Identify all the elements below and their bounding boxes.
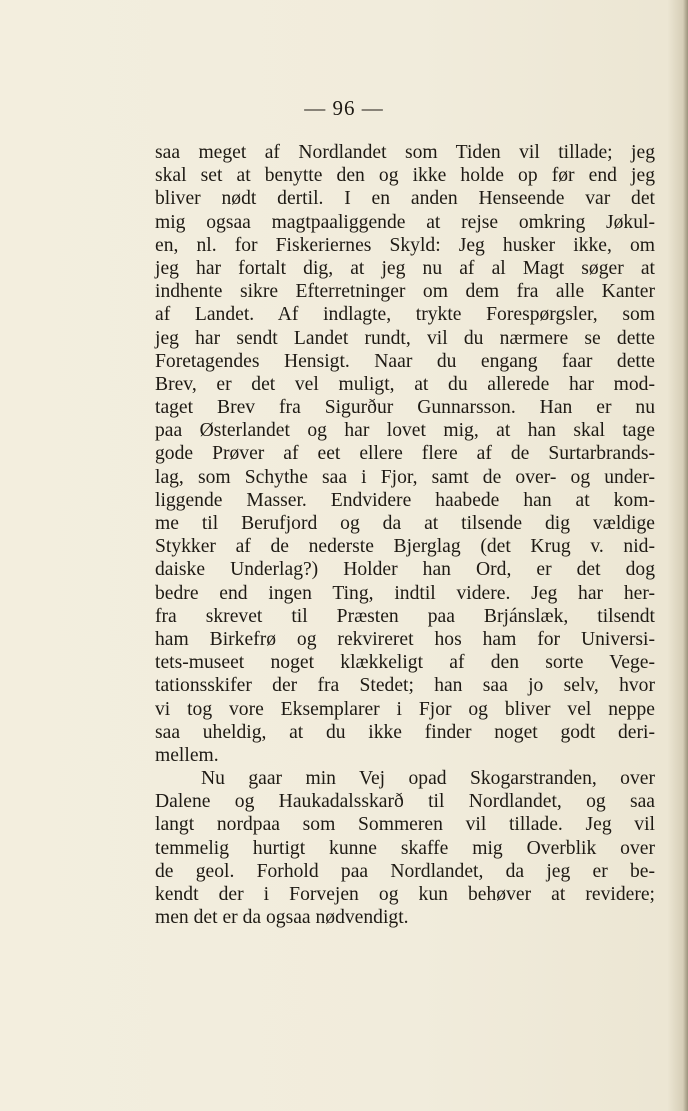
paragraph xyxy=(155,767,655,929)
body-text xyxy=(155,141,655,929)
text-line: bliver nødt dertil. I en anden Henseende var det xyxy=(155,188,655,210)
text-line: ham Birkefrø og rekvireret hos ham for Universi- xyxy=(155,628,655,650)
text-line: saa meget af Nordlandet som Tiden vil tillade; jeg xyxy=(155,142,655,163)
text-line: saa uheldig, at du ikke finder noget godt deri- xyxy=(155,721,655,743)
text-line: gode Prøver af eet ellere flere af de Surtarbrands- xyxy=(155,443,655,465)
text-line: indhente sikre Efterretninger om dem fra alle Kanter xyxy=(155,281,655,303)
text-line: Brev, er det vel muligt, at du allerede har mod- xyxy=(155,373,655,395)
text-line: bedre end ingen Ting, indtil videre. Jeg har her- xyxy=(155,582,655,604)
paragraph xyxy=(155,141,655,767)
text-line: lag, som Schythe saa i Fjor, samt de over- og under- xyxy=(155,466,655,488)
text-line: skal set at benytte den og ikke holde op før end jeg xyxy=(155,165,655,187)
text-line: jeg har fortalt dig, at jeg nu af al Magt søger at xyxy=(155,257,655,279)
text-line: jeg har sendt Landet rundt, vil du nærmere se dette xyxy=(155,327,655,349)
text-line: liggende Masser. Endvidere haabede han at kom- xyxy=(155,489,655,511)
text-line: Nu gaar min Vej opad Skogarstranden, over xyxy=(201,768,655,790)
text-line: temmelig hurtigt kunne skaffe mig Overblik over xyxy=(155,837,655,859)
text-line: langt nordpaa som Sommeren vil tillade. Jeg vil xyxy=(155,814,655,836)
text-line: en, nl. for Fiskeriernes Skyld: Jeg husker ikke, om xyxy=(155,234,655,256)
text-line: vi tog vore Eksemplarer i Fjor og bliver vel neppe xyxy=(155,698,655,720)
page-edge-shadow xyxy=(683,0,688,1111)
text-line: Dalene og Haukadalsskarð til Nordlandet, og saa xyxy=(155,791,655,813)
text-line: mig ogsaa magtpaaliggende at rejse omkring Jøkul- xyxy=(155,211,655,233)
text-line: tets-museet noget klækkeligt af den sorte Vege- xyxy=(155,652,655,674)
text-line: Foretagendes Hensigt. Naar du engang faar dette xyxy=(155,350,655,372)
text-line: men det er da ogsaa nødvendigt. xyxy=(155,907,409,929)
text-line: daiske Underlag?) Holder han Ord, er det dog xyxy=(155,559,655,581)
page-number: — 96 — xyxy=(304,96,384,120)
text-line: Stykker af de nederste Bjerglag (det Krug v. nid- xyxy=(155,536,655,558)
text-line: mellem. xyxy=(155,744,219,766)
text-line: de geol. Forhold paa Nordlandet, da jeg er be- xyxy=(155,860,655,882)
text-line: tationsskifer der fra Stedet; han saa jo selv, hvor xyxy=(155,675,655,697)
text-line: kendt der i Forvejen og kun behøver at revidere; xyxy=(155,884,655,905)
text-line: paa Østerlandet og har lovet mig, at han skal tage xyxy=(155,420,655,442)
text-line: af Landet. Af indlagte, trykte Forespørgsler, som xyxy=(155,304,655,326)
text-line: taget Brev fra Sigurður Gunnarsson. Han er nu xyxy=(155,397,655,419)
text-line: fra skrevet til Præsten paa Brjánslæk, tilsendt xyxy=(155,605,655,627)
text-line: me til Berufjord og da at tilsende dig vældige xyxy=(155,513,655,534)
